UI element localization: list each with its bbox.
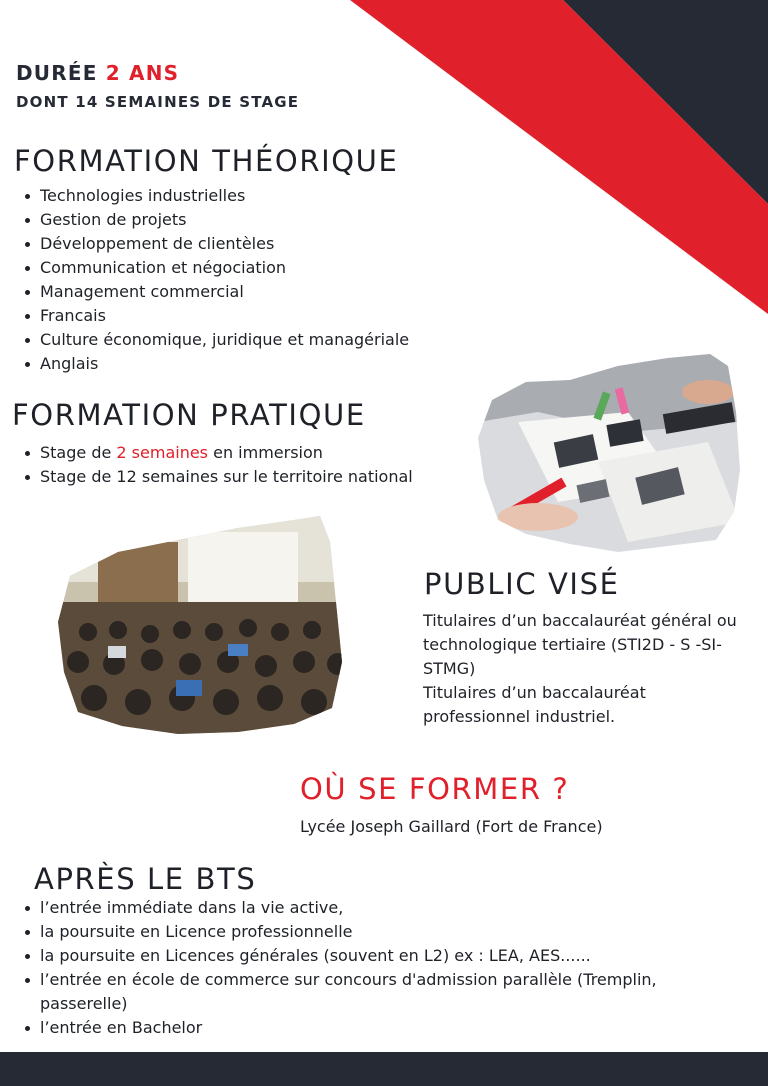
- desk-documents-photo: [478, 352, 740, 552]
- formation-pratique-list: [18, 441, 458, 489]
- public-vise-text: [423, 609, 763, 729]
- school-location: Lycée Joseph Gaillard (Fort de France): [300, 817, 603, 836]
- list-item: Francais: [18, 304, 478, 328]
- stage-highlight: 2 semaines: [116, 443, 209, 462]
- list-item: Technologies industrielles: [18, 184, 478, 208]
- list-item: Management commercial: [18, 280, 478, 304]
- footer-bar: [0, 1052, 768, 1086]
- duree-line: [16, 60, 179, 86]
- duree-prefix: DURÉE: [16, 61, 106, 85]
- public-vise-line: STMG): [423, 659, 476, 678]
- list-item: Anglais: [18, 352, 478, 376]
- formation-pratique-title: FORMATION PRATIQUE: [12, 398, 366, 432]
- list-item: l’entrée en école de commerce sur concours d'admission parallèle (Tremplin, passerelle): [18, 968, 708, 1016]
- public-vise-line: Titulaires d’un baccalauréat général ou: [423, 611, 737, 630]
- public-vise-title: PUBLIC VISÉ: [424, 567, 620, 601]
- list-item: l’entrée immédiate dans la vie active,: [18, 896, 708, 920]
- list-item: Gestion de projets: [18, 208, 478, 232]
- public-vise-line: professionnel industriel.: [423, 707, 616, 726]
- stage-duration-line: DONT 14 SEMAINES DE STAGE: [16, 93, 300, 111]
- list-item: la poursuite en Licences générales (souvent en L2) ex : LEA, AES......: [18, 944, 708, 968]
- lecture-hall-photo: [58, 512, 342, 734]
- list-item: Culture économique, juridique et managériale: [18, 328, 478, 352]
- list-item: l’entrée en Bachelor: [18, 1016, 708, 1040]
- stage-prefix: Stage de: [40, 443, 117, 462]
- apres-bts-title: APRÈS LE BTS: [34, 862, 257, 896]
- ou-se-former-title: OÙ SE FORMER ?: [300, 772, 570, 806]
- list-item: Stage de 12 semaines sur le territoire national: [18, 465, 458, 489]
- public-vise-line: technologique tertiaire (STI2D - S -SI-: [423, 635, 722, 654]
- list-item: [18, 441, 458, 465]
- formation-theorique-list: [18, 184, 478, 376]
- list-item: Communication et négociation: [18, 256, 478, 280]
- apres-bts-list: [18, 896, 708, 1040]
- stage-suffix: en immersion: [208, 443, 323, 462]
- list-item: la poursuite en Licence professionnelle: [18, 920, 708, 944]
- public-vise-line: Titulaires d’un baccalauréat: [423, 683, 646, 702]
- formation-theorique-title: FORMATION THÉORIQUE: [14, 144, 399, 178]
- duree-value: 2 ANS: [105, 61, 180, 85]
- list-item: Développement de clientèles: [18, 232, 478, 256]
